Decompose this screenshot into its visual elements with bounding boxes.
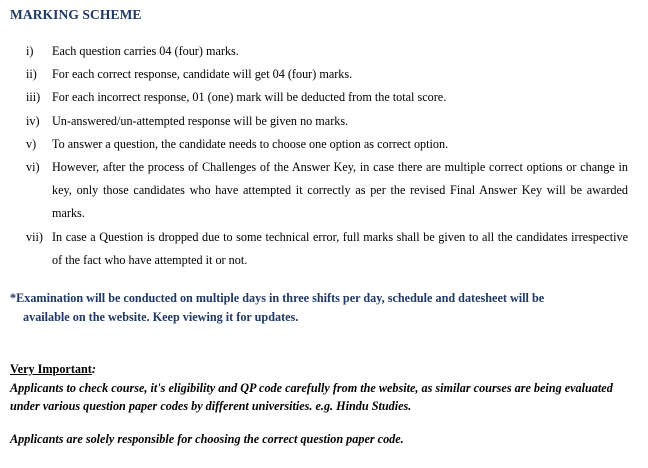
very-important-label: Very Important <box>10 362 92 376</box>
item-text: In case a Question is dropped due to some technical error, full marks shall be given to all the candidates irrespective of the fact who have attempted it or not. <box>52 229 628 267</box>
list-item <box>0 156 648 226</box>
item-number: iii) <box>26 90 41 105</box>
very-important-text: Applicants to check course, it's eligibility and QP code carefully from the website, as similar courses are being evaluated under various question paper codes by different universities. e.g. Hindu Studies. <box>10 380 613 413</box>
very-important-colon: : <box>91 362 96 376</box>
responsibility-note: Applicants are solely responsible for choosing the correct question paper code. <box>10 432 404 446</box>
item-text: Un-answered/un-attempted response will be given no marks. <box>52 113 349 128</box>
item-number: v) <box>26 136 37 151</box>
page-title: MARKING SCHEME <box>10 7 142 22</box>
item-number: ii) <box>26 67 37 82</box>
item-text: For each correct response, candidate will get 04 (four) marks. <box>52 67 353 82</box>
item-text: Each question carries 04 (four) marks. <box>52 44 239 58</box>
list-item <box>0 226 648 272</box>
very-important-section <box>10 360 635 416</box>
item-text: To answer a question, the candidate needs to choose one option as correct option. <box>52 136 449 151</box>
item-number: vi) <box>26 160 40 175</box>
marking-scheme-list <box>0 40 648 272</box>
very-important-heading <box>10 360 635 379</box>
list-item <box>0 40 648 63</box>
item-number: vii) <box>26 229 43 244</box>
list-item <box>0 86 648 109</box>
list-item <box>0 63 648 86</box>
notice-line-2: available on the website. Keep viewing it for updates. <box>23 309 299 324</box>
item-number: i) <box>26 44 34 58</box>
item-text: For each incorrect response, 01 (one) mark will be deducted from the total score. <box>52 90 447 105</box>
exam-schedule-notice <box>10 289 610 326</box>
list-item <box>0 110 648 133</box>
notice-line-1: *Examination will be conducted on multiple days in three shifts per day, schedule and datesheet will be <box>10 291 545 305</box>
item-text: However, after the process of Challenges of the Answer Key, in case there are multiple correct options or change in key, only those candidates who have attempted it correctly as per the revised Final Answer Key will be awarded marks. <box>52 160 628 221</box>
list-item <box>0 133 648 156</box>
item-number: iv) <box>26 113 40 128</box>
